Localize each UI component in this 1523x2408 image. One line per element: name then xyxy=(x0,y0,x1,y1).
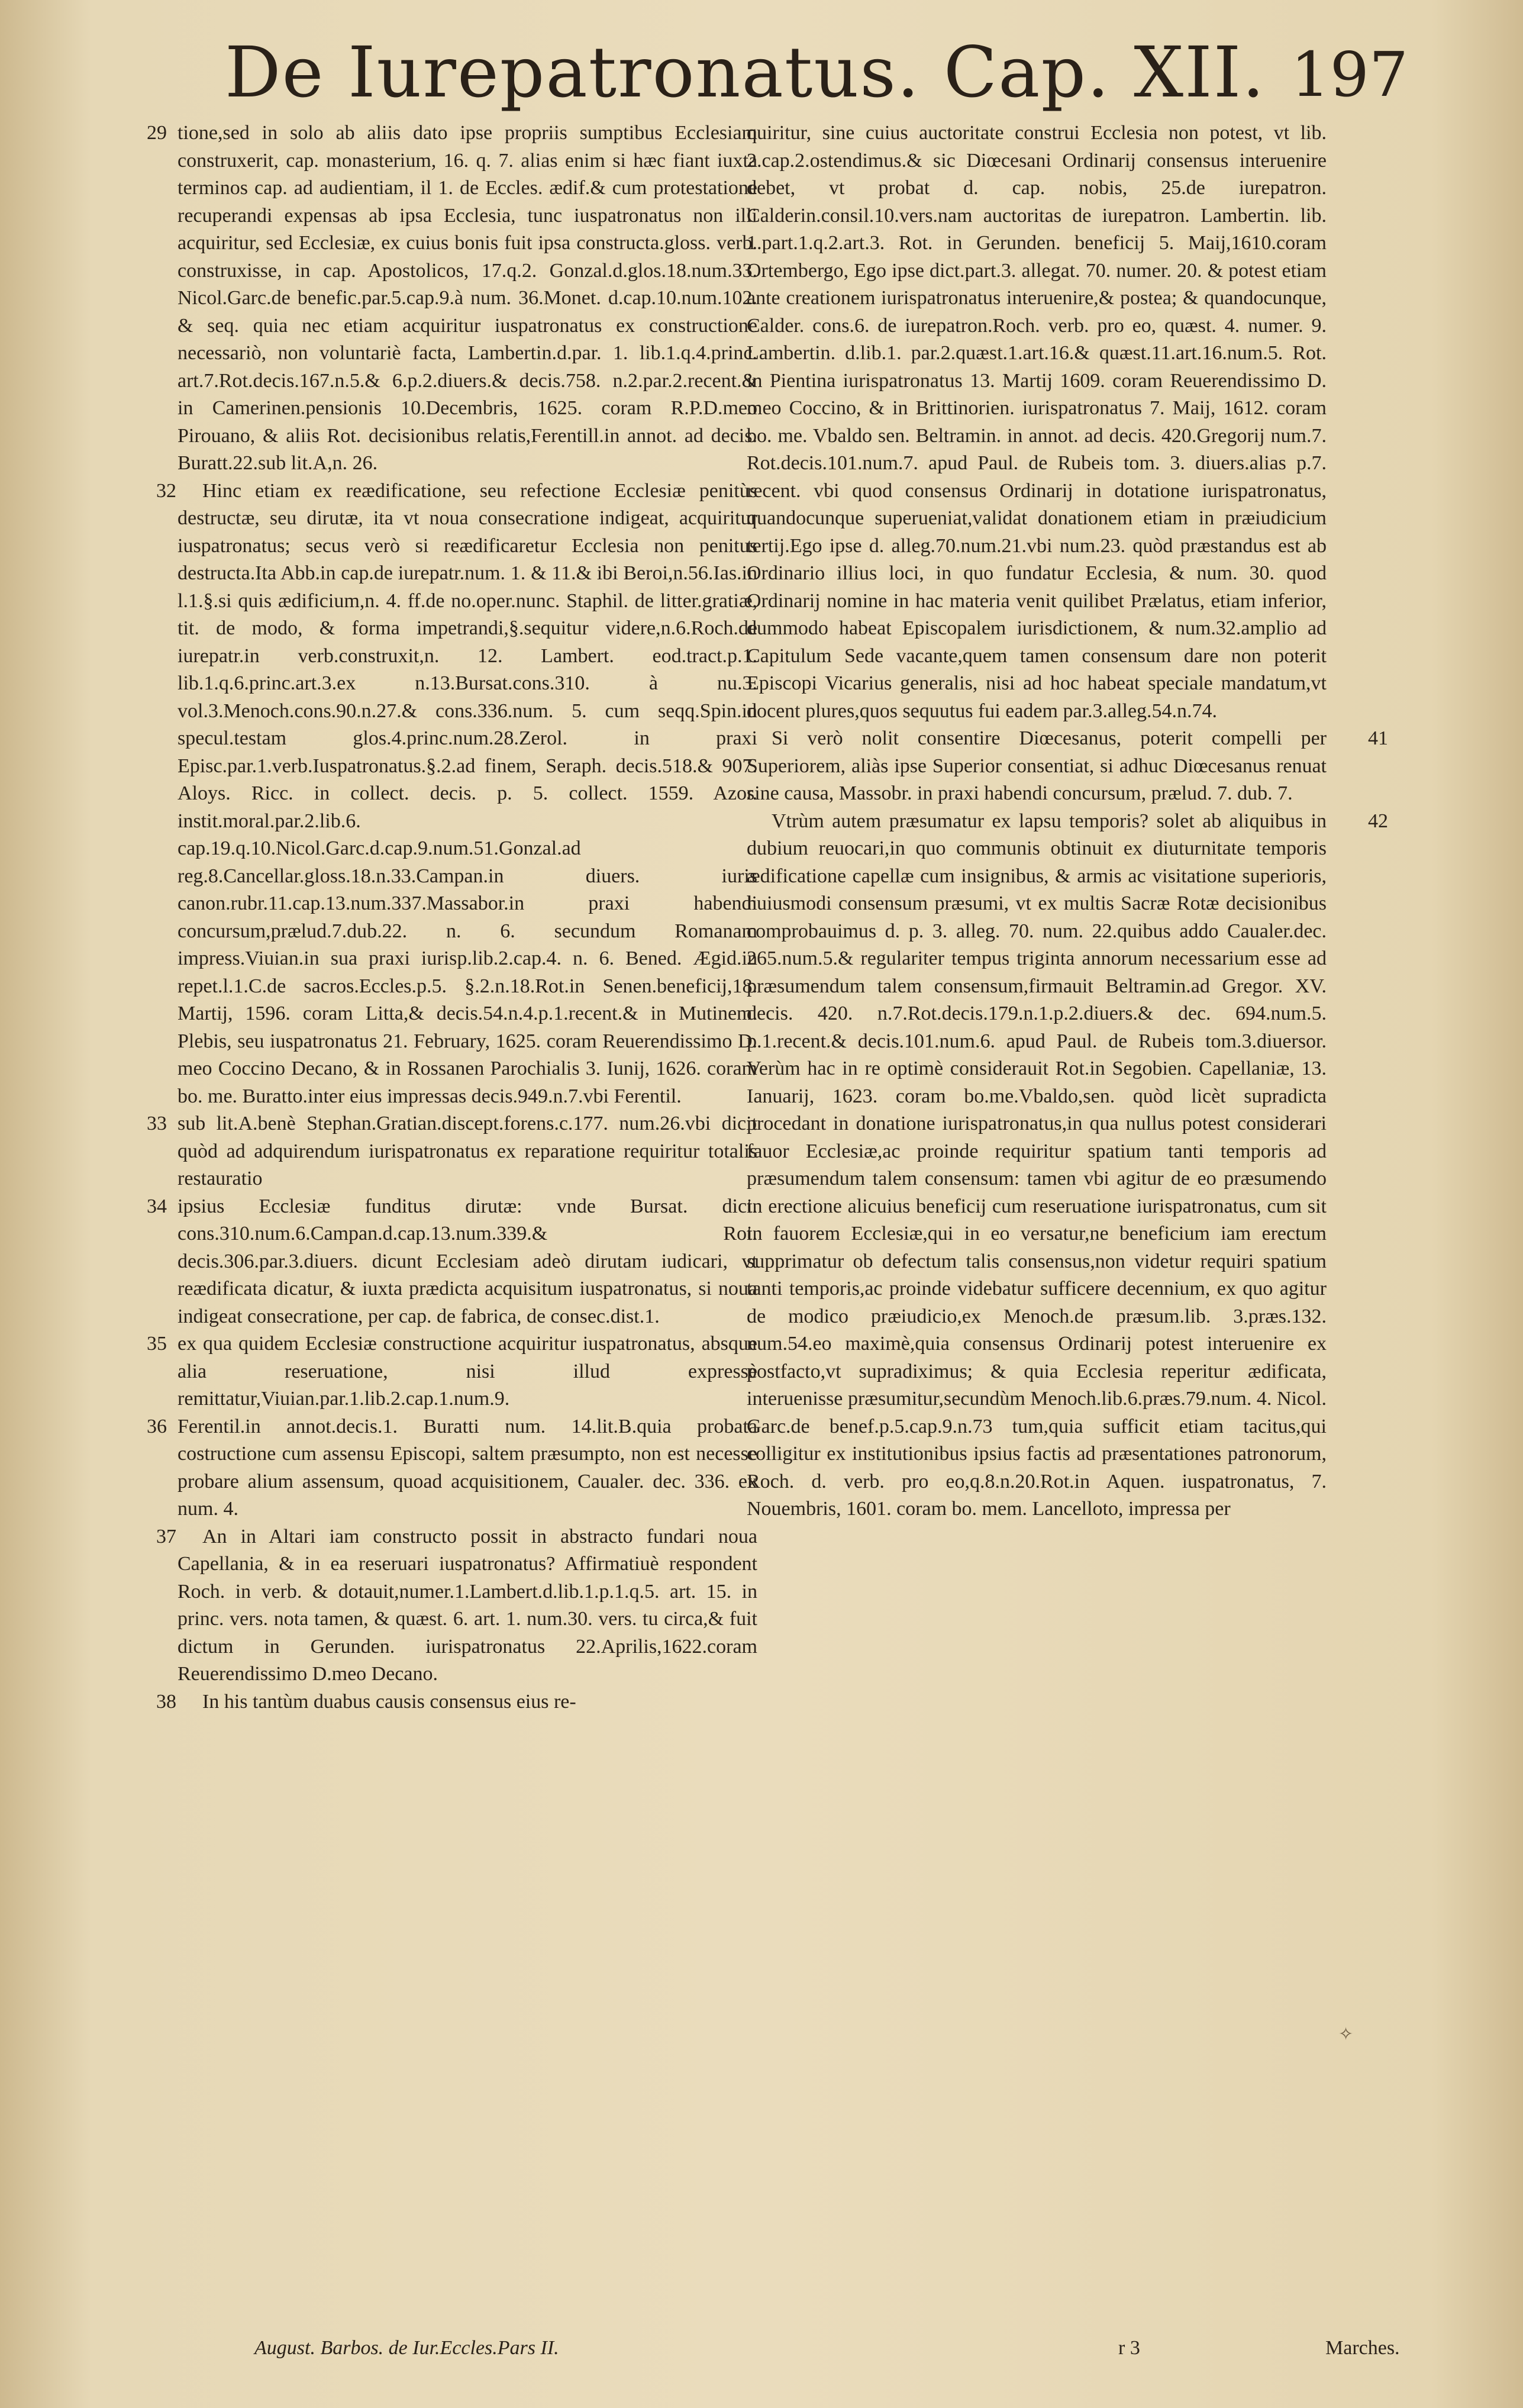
margin-number: 33 xyxy=(147,1113,167,1134)
margin-number: 32 xyxy=(156,479,176,502)
margin-number: 37 xyxy=(156,1525,176,1548)
margin-number: 38 xyxy=(156,1690,176,1713)
footer-catchword-left: August. Barbos. de Iur.Eccles.Pars II. xyxy=(254,2337,559,2359)
margin-number: 29 xyxy=(147,122,167,144)
paragraph xyxy=(147,1330,757,1413)
paragraph-text: ipsius Ecclesiæ funditus dirutæ: vnde Bursat. dict. cons.310.num.6.Campan.d.cap.13.num.339.& Rot. decis.306.par.3.diuers. dicunt Ecclesiam adeò dirutam iudicari, vt reædificata dicatur, & iuxta prædicta acquisitum iuspatronatus, si noua indigeat consecratione, per cap. de fabrica, de consec.dist.1. xyxy=(178,1195,757,1327)
paragraph xyxy=(156,478,757,1111)
footer-catchword-right: Marches. xyxy=(1325,2337,1400,2359)
left-column xyxy=(147,120,757,1716)
paragraph xyxy=(147,120,757,478)
paragraph xyxy=(147,1193,757,1331)
paragraph xyxy=(147,1110,757,1193)
paragraph-text: In his tantùm duabus causis consensus eius re- xyxy=(202,1690,576,1713)
paragraph xyxy=(747,725,1388,808)
paragraph-text: sub lit.A.benè Stephan.Gratian.discept.forens.c.177. num.26.vbi dicit quòd ad adquirendum iurispatronatus ex reparatione requiritur totalis restauratio xyxy=(178,1113,757,1190)
margin-number: 34 xyxy=(147,1195,167,1217)
paragraph-text: tione,sed in solo ab aliis dato ipse propriis sumptibus Ecclesiam construxerit, cap. monasterium, 16. q. 7. alias enim si hæc fiant iuxta terminos cap. ad audientiam, il 1. de Eccles. ædif.& cum protestatione recuperandi expensas ab ipsa Ecclesia, tunc iuspatronatus non illi acquiritur, sed Ecclesiæ, ex cuius bonis fuit ipsa constructa.gloss. verb. construxisse, in cap. Apostolicos, 17.q.2. Gonzal.d.glos.18.num.33. Nicol.Garc.de benefic.par.5.cap.9.à num. 36.Monet. d.cap.10.num.102. & seq. quia nec etiam acquiritur iuspatronatus ex constructione necessariò, non voluntariè facta, Lambertin.d.par. 1. lib.1.q.4.princ. art.7.Rot.decis.167.n.5.& 6.p.2.diuers.& decis.758. n.2.par.2.recent.& in Camerinen.pensionis 10.Decembris, 1625. coram R.P.D.meo Pirouano, & aliis Rot. decisionibus relatis,Ferentill.in annot. ad decis. Buratt.22.sub lit.A,n. 26. xyxy=(178,122,757,474)
margin-number: 42 xyxy=(1368,810,1388,832)
paragraph-text: Hinc etiam ex reædificatione, seu refectione Ecclesiæ penitùs destructæ, seu dirutæ, ita vt noua consecratione indigeat, acquiritur iuspatronatus; secus verò si reædificaretur Ecclesia non penitus destructa.Ita Abb.in cap.de iurepatr.num. 1. & 11.& ibi Beroi,n.56.Ias.in l.1.§.si quis ædificium,n. 4. ff.de no.oper.nunc. Staphil. de litter.gratiæ, tit. de modo, & forma impetrandi,§.sequitur videre,n.6.Roch.de iurepatr.in verb.construxit,n. 12. Lambert. eod.tract.p.1. lib.1.q.6.princ.art.3.ex n.13.Bursat.cons.310. à nu.3. vol.3.Menoch.cons.90.n.27.& cons.336.num. 5. cum seqq.Spin.in specul.testam glos.4.princ.num.28.Zerol. in praxi Episc.par.1.verb.Iuspatronatus.§.2.ad finem, Seraph. decis.518.& 907. Aloys. Ricc. in collect. decis. p. 5. collect. 1559. Azor. instit.moral.par.2.lib.6. cap.19.q.10.Nicol.Garc.d.cap.9.num.51.Gonzal.ad reg.8.Cancellar.gloss.18.n.33.Campan.in diuers. iuris canon.rubr.11.cap.13.num.337.Massabor.in praxi habendi concursum,prælud.7.dub.22. n. 6. secundum Romanam impress.Viuian.in sua praxi iurisp.lib.2.cap.4. n. 6. Bened. Ægid.in repet.l.1.C.de sacros.Eccles.p.5. §.2.n.18.Rot.in Senen.beneficij,18. Martij, 1596. coram Litta,& decis.54.n.4.p.1.recent.& in Mutinem. Plebis, seu iuspatronatus 21. February, 1625. coram Reuerendissimo D. meo Coccino Decano, & in Rossanen Parochialis 3. Iunij, 1626. coram bo. me. Buratto.inter eius impressas decis.949.n.7.vbi Ferentil. xyxy=(178,479,757,1107)
paragraph-text: An in Altari iam constructo possit in abstracto fundari noua Capellania, & in ea reseruari iuspatronatus? Affirmatiuè respondent Roch. in verb. & dotauit,numer.1.Lambert.d.lib.1.p.1.q.5. art. 15. in princ. vers. nota tamen, & quæst. 6. art. 1. num.30. vers. tu circa,& fuit dictum in Gerunden. iurispatronatus 22.Aprilis,1622.coram Reuerendissimo D.meo Decano. xyxy=(178,1525,757,1685)
paragraph-text: ex qua quidem Ecclesiæ constructione acquiritur iuspatronatus, absque alia reseruatione, nisi illud expressè remittatur,Viuian.par.1.lib.2.cap.1.num.9. xyxy=(178,1333,757,1410)
right-column xyxy=(747,120,1388,1523)
signature-mark: r 3 xyxy=(1118,2337,1140,2359)
paragraph xyxy=(747,120,1327,725)
paragraph xyxy=(156,1523,757,1688)
paragraph xyxy=(147,1413,757,1523)
page-header xyxy=(225,31,1408,114)
margin-number: 35 xyxy=(147,1333,167,1355)
paragraph xyxy=(747,808,1388,1523)
running-title: De Iurepatronatus. Cap. XII. xyxy=(225,31,1266,113)
margin-number: 36 xyxy=(147,1415,167,1437)
paragraph-text: Vtrùm autem præsumatur ex lapsu temporis? solet ab aliquibus in dubium reuocari,in quo communis obtinuit ex diuturnitate temporis ædificatione capellæ cum insignibus, & armis ac visitatione superioris, huiusmodi consensum præsumi, vt ex multis Sacræ Rotæ decisionibus comprobauimus d. p. 3. alleg. 70. num. 22.quibus addo Caualer.dec. 265.num.5.& regulariter tempus triginta annorum necessarium esse ad præsumendum talem consensum,firmauit Beltramin.ad Gregor. XV. decis. 420. n.7.Rot.decis.179.n.1.p.2.diuers.& dec. 694.num.5. p.1.recent.& decis.101.num.6. apud Paul. de Rubeis tom.3.diuersor. Verùm hac in re optimè considerauit Rot.in Segobien. Capellaniæ, 13. Ianuarij, 1623. coram bo.me.Vbaldo,sen. quòd licèt supradicta procedant in donatione iurispatronatus,in qua nullus potest considerari fauor Ecclesiæ,ac proinde requiritur spatium tanti temporis ad præsumendum talem consensum: tamen vbi agitur de eo præsumendo in erectione alicuius beneficij cum reseruatione iurispatronatus, cum sit in fauorem Ecclesiæ,qui in eo versatur,ne beneficium iam erectum supprimatur ob defectum talis consensus,non videtur requiri spatium tanti temporis,ac proinde videbatur sufficere decennium, ex quo agitur de modico præiudicio,ex Menoch.de præsum.lib. 3.præs.132. num.54.eo maximè,quia consensus Ordinarij potest interuenire ex postfacto,vt supradiximus; & quia Ecclesia reperitur ædificata, interuenisse præsumitur,secundùm Menoch.lib.6.præs.79.num. 4. Nicol. Garc.de benef.p.5.cap.9.n.73 tum,quia sufficit etiam tacitus,qui colligitur ex institutionibus ipsius factis ad præsentationes patronorum, Roch. d. verb. pro eo,q.8.n.20.Rot.in Aquen. iuspatronatus, 7. Nouembris, 1601. coram bo. mem. Lancelloto, impressa per xyxy=(747,810,1327,1520)
paragraph-text: Si verò nolit consentire Diœcesanus, poterit compelli per Superiorem, aliàs ipse Superior consentiat, si adhuc Diœcesanus renuat sine causa, Massobr. in praxi habendi concursum, prælud. 7. dub. 7. xyxy=(747,727,1327,804)
ink-stain-icon: ✧ xyxy=(1338,2024,1354,2045)
margin-number: 41 xyxy=(1368,727,1388,749)
paragraph-text: Ferentil.in annot.decis.1. Buratti num. 14.lit.B.quia probata costructione cum assensu Episcopi, saltem præsumpto, non est necesse probare alium assensum, quoad acquisitionem, Caualer. dec. 336. ex num. 4. xyxy=(178,1415,757,1520)
paragraph xyxy=(156,1688,757,1716)
paragraph-text: quiritur, sine cuius auctoritate construi Ecclesia non potest, vt lib. 2.cap.2.ostendimus.& sic Diœcesani Ordinarij consensus interuenire debet, vt probat d. cap. nobis, 25.de iurepatron. Calderin.consil.10.vers.nam auctoritas de iurepatron. Lambertin. lib. 1.part.1.q.2.art.3. Rot. in Gerunden. beneficij 5. Maij,1610.coram Ortembergo, Ego ipse dict.part.3. allegat. 70. numer. 20. & potest etiam ante creationem iurispatronatus interuenire,& postea; & quandocunque, Calder. cons.6. de iurepatron.Roch. verb. pro eo, quæst. 4. numer. 9. Lambertin. d.lib.1. par.2.quæst.1.art.16.& quæst.11.art.16.num.5. Rot. in Pientina iurispatronatus 13. Martij 1609. coram Reuerendissimo D. meo Coccino, & in Brittinorien. iurispatronatus 7. Maij, 1612. coram bo. me. Vbaldo sen. Beltramin. in annot. ad decis. 420.Gregorij num.7. Rot.decis.101.num.7. apud Paul. de Rubeis tom. 3. diuers.alias p.7. recent. vbi quod consensus Ordinarij in dotatione iurispatronatus, quandocunque superueniat,validat donationem etiam in præiudicium tertij.Ego ipse d. alleg.70.num.21.vbi num.23. quòd præstandus est ab Ordinario illius loci, in quo fundatur Ecclesia, & num. 30. quod Ordinarij nomine in hac materia venit quilibet Prælatus, etiam inferior, dummodo habeat Episcopalem iurisdictionem, & num.32.amplio ad Capitulum Sede vacante,quem tamen consensum dare non poterit Episcopi Vicarius generalis, nisi ad hoc habeat speciale mandatum,vt docent plures,quos sequutus fui eadem par.3.alleg.54.n.74. xyxy=(747,122,1327,722)
folio-number: 197 xyxy=(1290,38,1408,111)
